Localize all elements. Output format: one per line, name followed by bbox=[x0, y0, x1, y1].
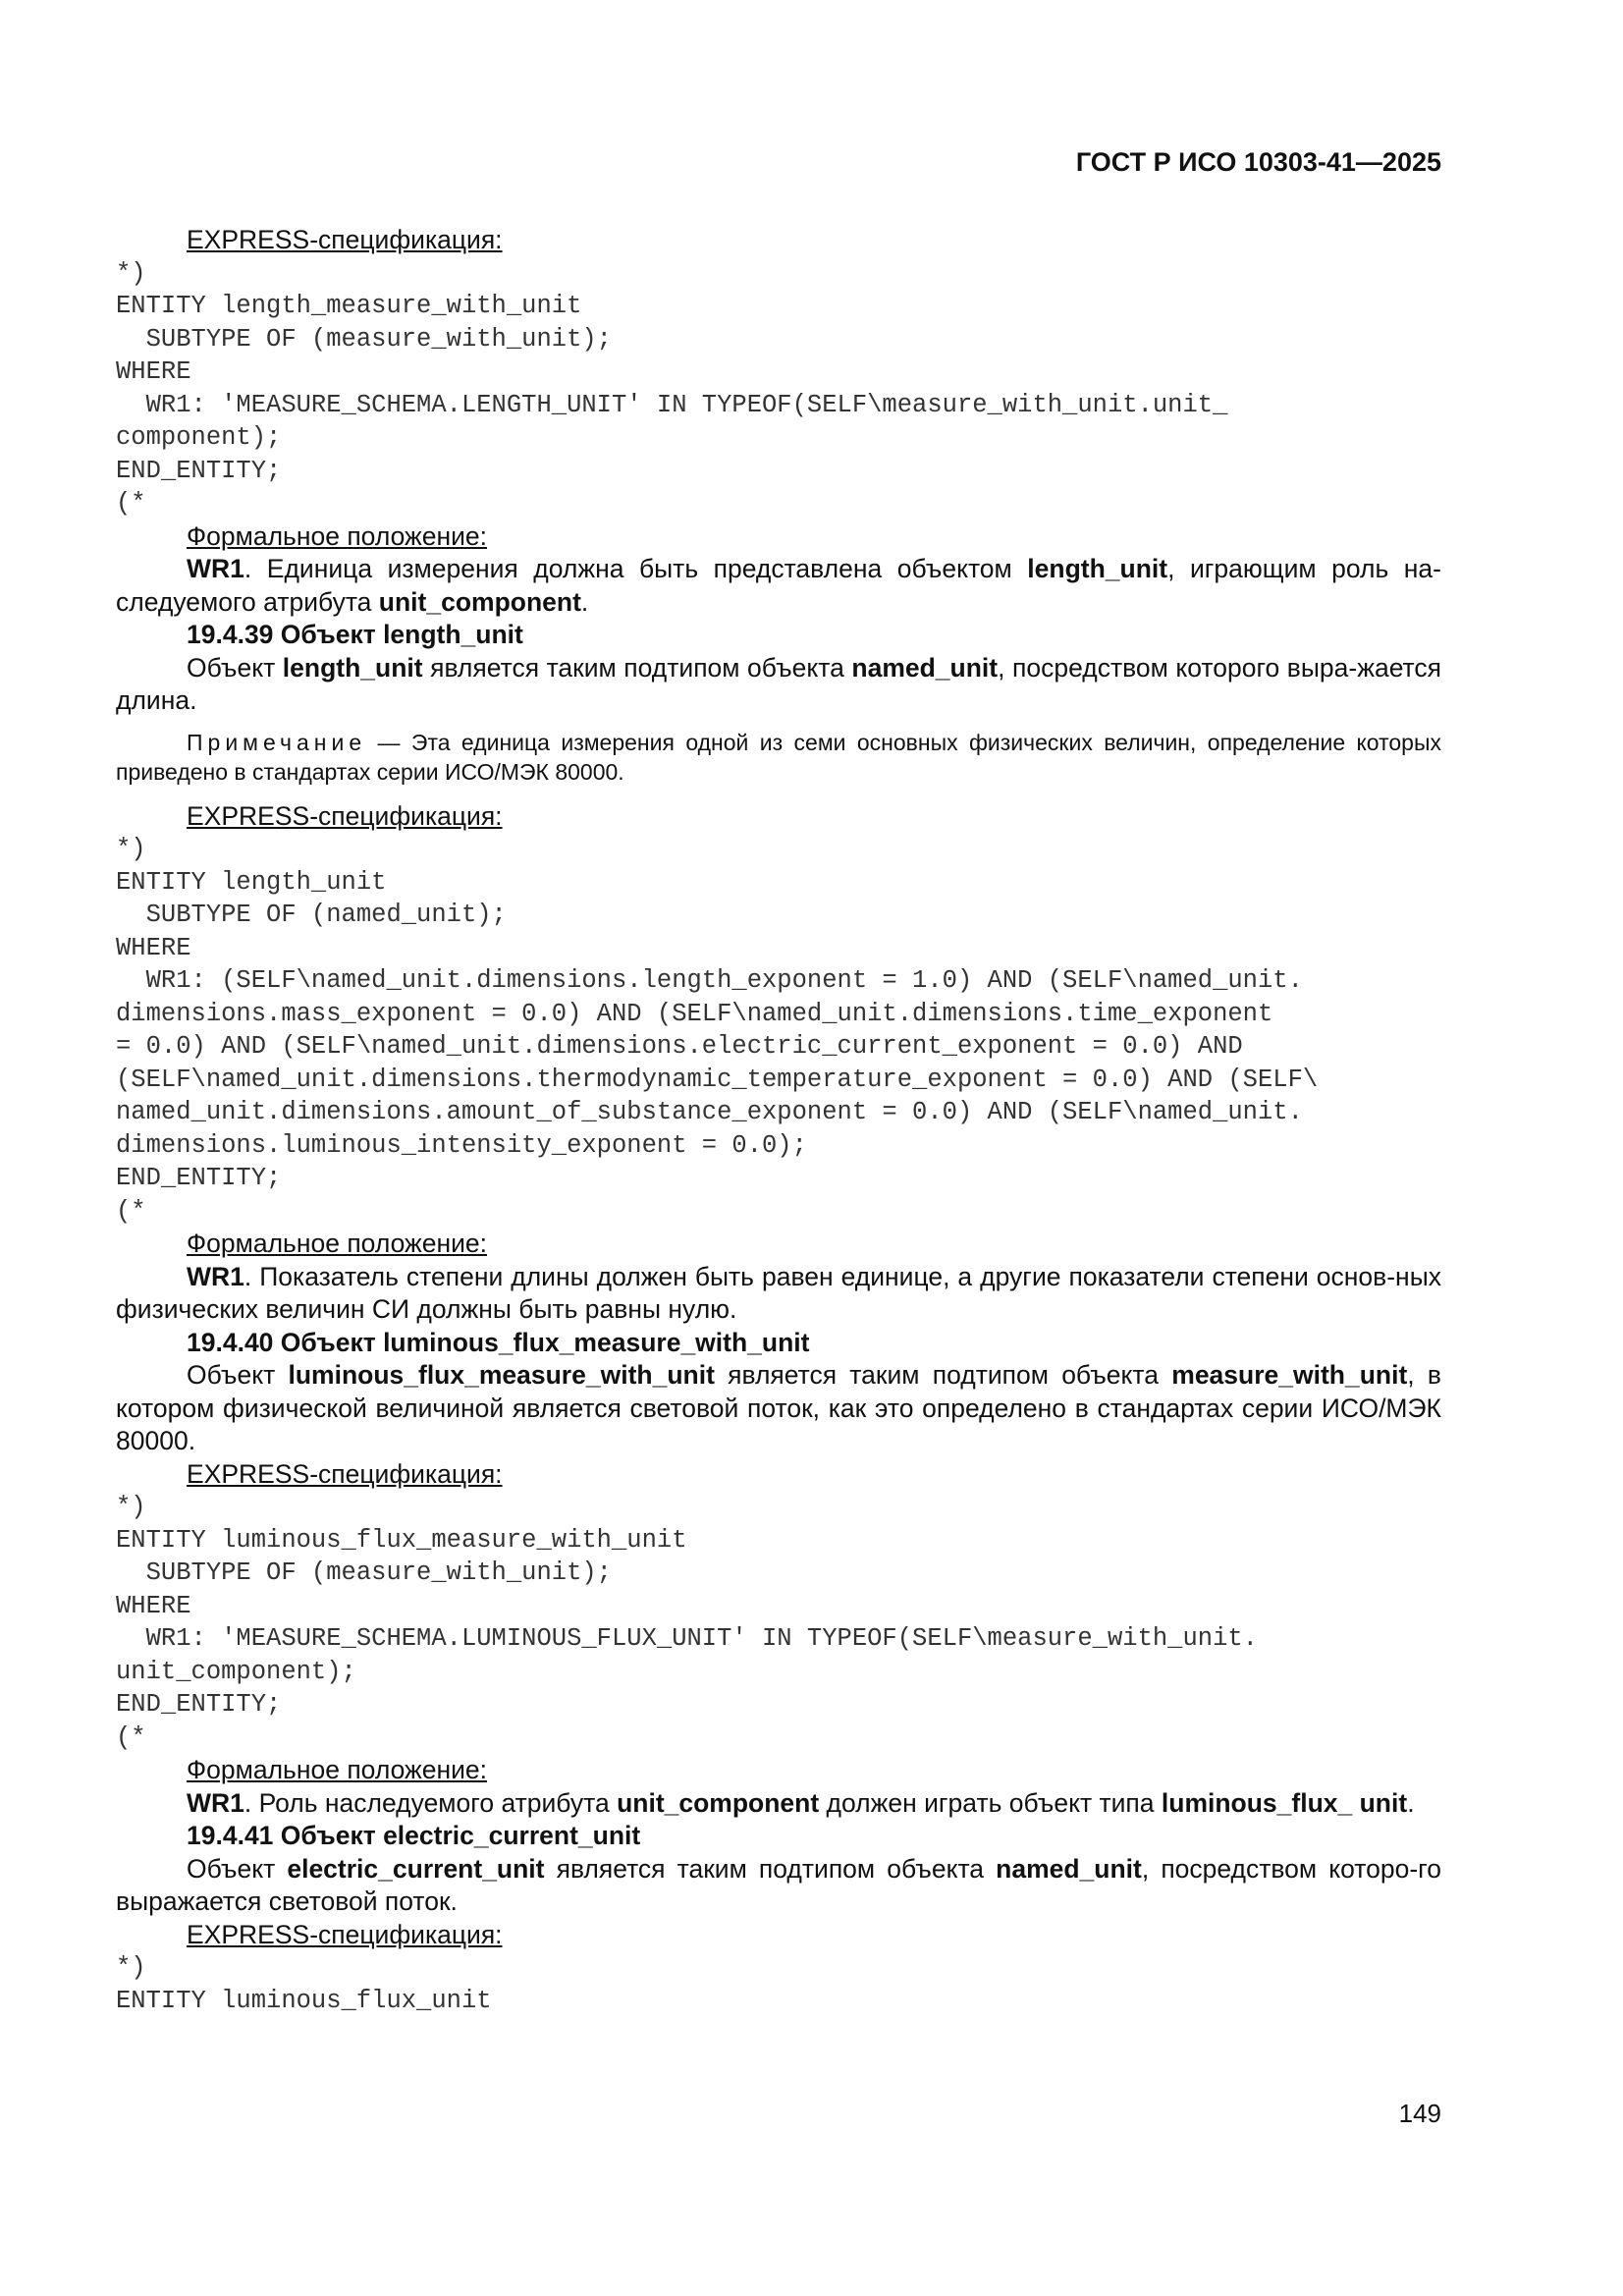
desc-text: является таким подтипом объекта bbox=[544, 1853, 997, 1884]
express-label bbox=[116, 224, 1441, 257]
section-description bbox=[116, 1853, 1441, 1919]
attribute-ref: unit_component bbox=[617, 1787, 820, 1818]
section-heading: 19.4.40 Объект luminous_flux_measure_with_unit bbox=[187, 1327, 810, 1357]
entity-ref: named_unit bbox=[851, 652, 999, 683]
formal-label bbox=[116, 1228, 1441, 1261]
section-heading: 19.4.39 Объект length_unit bbox=[187, 620, 523, 649]
page-content bbox=[116, 224, 1441, 2017]
entity-ref: electric_current_unit bbox=[287, 1853, 545, 1884]
rule-text: . bbox=[1407, 1787, 1415, 1818]
desc-text: , посредством которо-го выражается световой поток. bbox=[116, 1853, 1441, 1916]
formal-rule-paragraph bbox=[116, 553, 1441, 619]
rule-id: WR1 bbox=[187, 1261, 244, 1291]
express-label-text: EXPRESS-спецификация: bbox=[187, 1458, 503, 1489]
note-label: Примечание bbox=[187, 729, 367, 755]
desc-text: , посредством которого выра-жается длина. bbox=[116, 652, 1441, 715]
formal-label bbox=[116, 1754, 1441, 1787]
express-code-block: *) ENTITY luminous_flux_measure_with_unit SUBTYPE OF (measure_with_unit); WHERE WR1: 'MEASURE_SCHEMA.LUMINOUS_FLUX_UNIT' IN TYPEOF(SELF\measure_with_unit. unit_component); END_ENTITY; (* bbox=[116, 1493, 1258, 1752]
desc-text: Объект bbox=[187, 1853, 288, 1884]
express-label bbox=[116, 1919, 1441, 1952]
express-label-text: EXPRESS-спецификация: bbox=[187, 800, 503, 831]
formal-rule-paragraph bbox=[116, 1261, 1441, 1327]
express-label-text: EXPRESS-спецификация: bbox=[187, 1919, 503, 1949]
desc-text: , в котором физической величиной является световой поток, как это определено в стандартах серии ИСО/МЭК 80000. bbox=[116, 1360, 1441, 1455]
formal-rule-paragraph bbox=[116, 1787, 1441, 1821]
express-code-block: *) ENTITY luminous_flux_unit bbox=[116, 1953, 492, 2015]
page-number: 149 bbox=[1398, 2099, 1441, 2128]
entity-ref: length_unit bbox=[1027, 554, 1168, 583]
desc-text: Объект bbox=[187, 1360, 289, 1390]
formal-label-text: Формальное положение: bbox=[187, 520, 488, 551]
note-paragraph bbox=[116, 728, 1441, 787]
section-description bbox=[116, 652, 1441, 718]
rule-id: WR1 bbox=[187, 1787, 244, 1818]
rule-text: . bbox=[580, 586, 589, 617]
entity-ref: luminous_flux_measure_with_unit bbox=[288, 1360, 715, 1390]
rule-id: WR1 bbox=[187, 554, 244, 583]
entity-ref: length_unit bbox=[282, 652, 423, 683]
express-code-block: *) ENTITY length_unit SUBTYPE OF (named_unit); WHERE WR1: (SELF\named_unit.dimensions.length_exponent = 1.0) AND (SELF\named_unit. dimensions.mass_exponent = 0.0) AND (SELF\named_unit.dimensions.time_exponent = 0.0) AND (SELF\named_unit.dimensions.electric_current_exponent = 0.0) AND (SELF\named_unit.dimensions.thermodynamic_temperature_exponent = 0.0) AND (SELF\ named_unit.dimensions.amount_of_substance_exponent = 0.0) AND (SELF\named_unit. dimensions.luminous_intensity_exponent = 0.0); END_ENTITY; (* bbox=[116, 835, 1319, 1226]
formal-label-text: Формальное положение: bbox=[187, 1229, 488, 1258]
express-label bbox=[116, 1458, 1441, 1492]
entity-ref: measure_with_unit bbox=[1171, 1360, 1408, 1390]
attribute-ref: unit_component bbox=[378, 586, 581, 617]
formal-label-text: Формальное положение: bbox=[187, 1755, 488, 1784]
entity-ref: named_unit bbox=[996, 1853, 1142, 1884]
rule-text: , играющим роль на-следуемого атрибута bbox=[116, 554, 1441, 617]
desc-text: Объект bbox=[187, 652, 283, 683]
rule-text: должен играть объект типа bbox=[819, 1787, 1162, 1818]
note-text: — Эта единица измерения одной из семи основных физических величин, определение которых приведено в стандартах серии ИСО/МЭК 80000. bbox=[116, 729, 1441, 785]
desc-text: является таким подтипом объекта bbox=[714, 1360, 1172, 1390]
rule-text: . Роль наследуемого атрибута bbox=[243, 1787, 618, 1818]
express-label-text: EXPRESS-спецификация: bbox=[187, 225, 503, 254]
section-description bbox=[116, 1359, 1441, 1458]
express-code-block: *) ENTITY length_measure_with_unit SUBTYPE OF (measure_with_unit); WHERE WR1: 'MEASURE_SCHEMA.LENGTH_UNIT' IN TYPEOF(SELF\measure_with_unit.unit_ component); END_ENTITY; (* bbox=[116, 258, 1228, 518]
desc-text: является таким подтипом объекта bbox=[422, 652, 852, 683]
standard-header: ГОСТ Р ИСО 10303-41—2025 bbox=[1075, 147, 1441, 177]
express-label bbox=[116, 800, 1441, 834]
rule-text: . Единица измерения должна быть представлена объектом bbox=[243, 554, 1028, 583]
rule-text: . Показатель степени длины должен быть равен единице, а другие показатели степени основ-ных физических величин СИ должны быть равны нулю. bbox=[116, 1261, 1441, 1324]
entity-ref: luminous_flux_ unit bbox=[1161, 1787, 1408, 1818]
formal-label bbox=[116, 520, 1441, 554]
section-heading: 19.4.41 Объект electric_current_unit bbox=[187, 1821, 641, 1850]
